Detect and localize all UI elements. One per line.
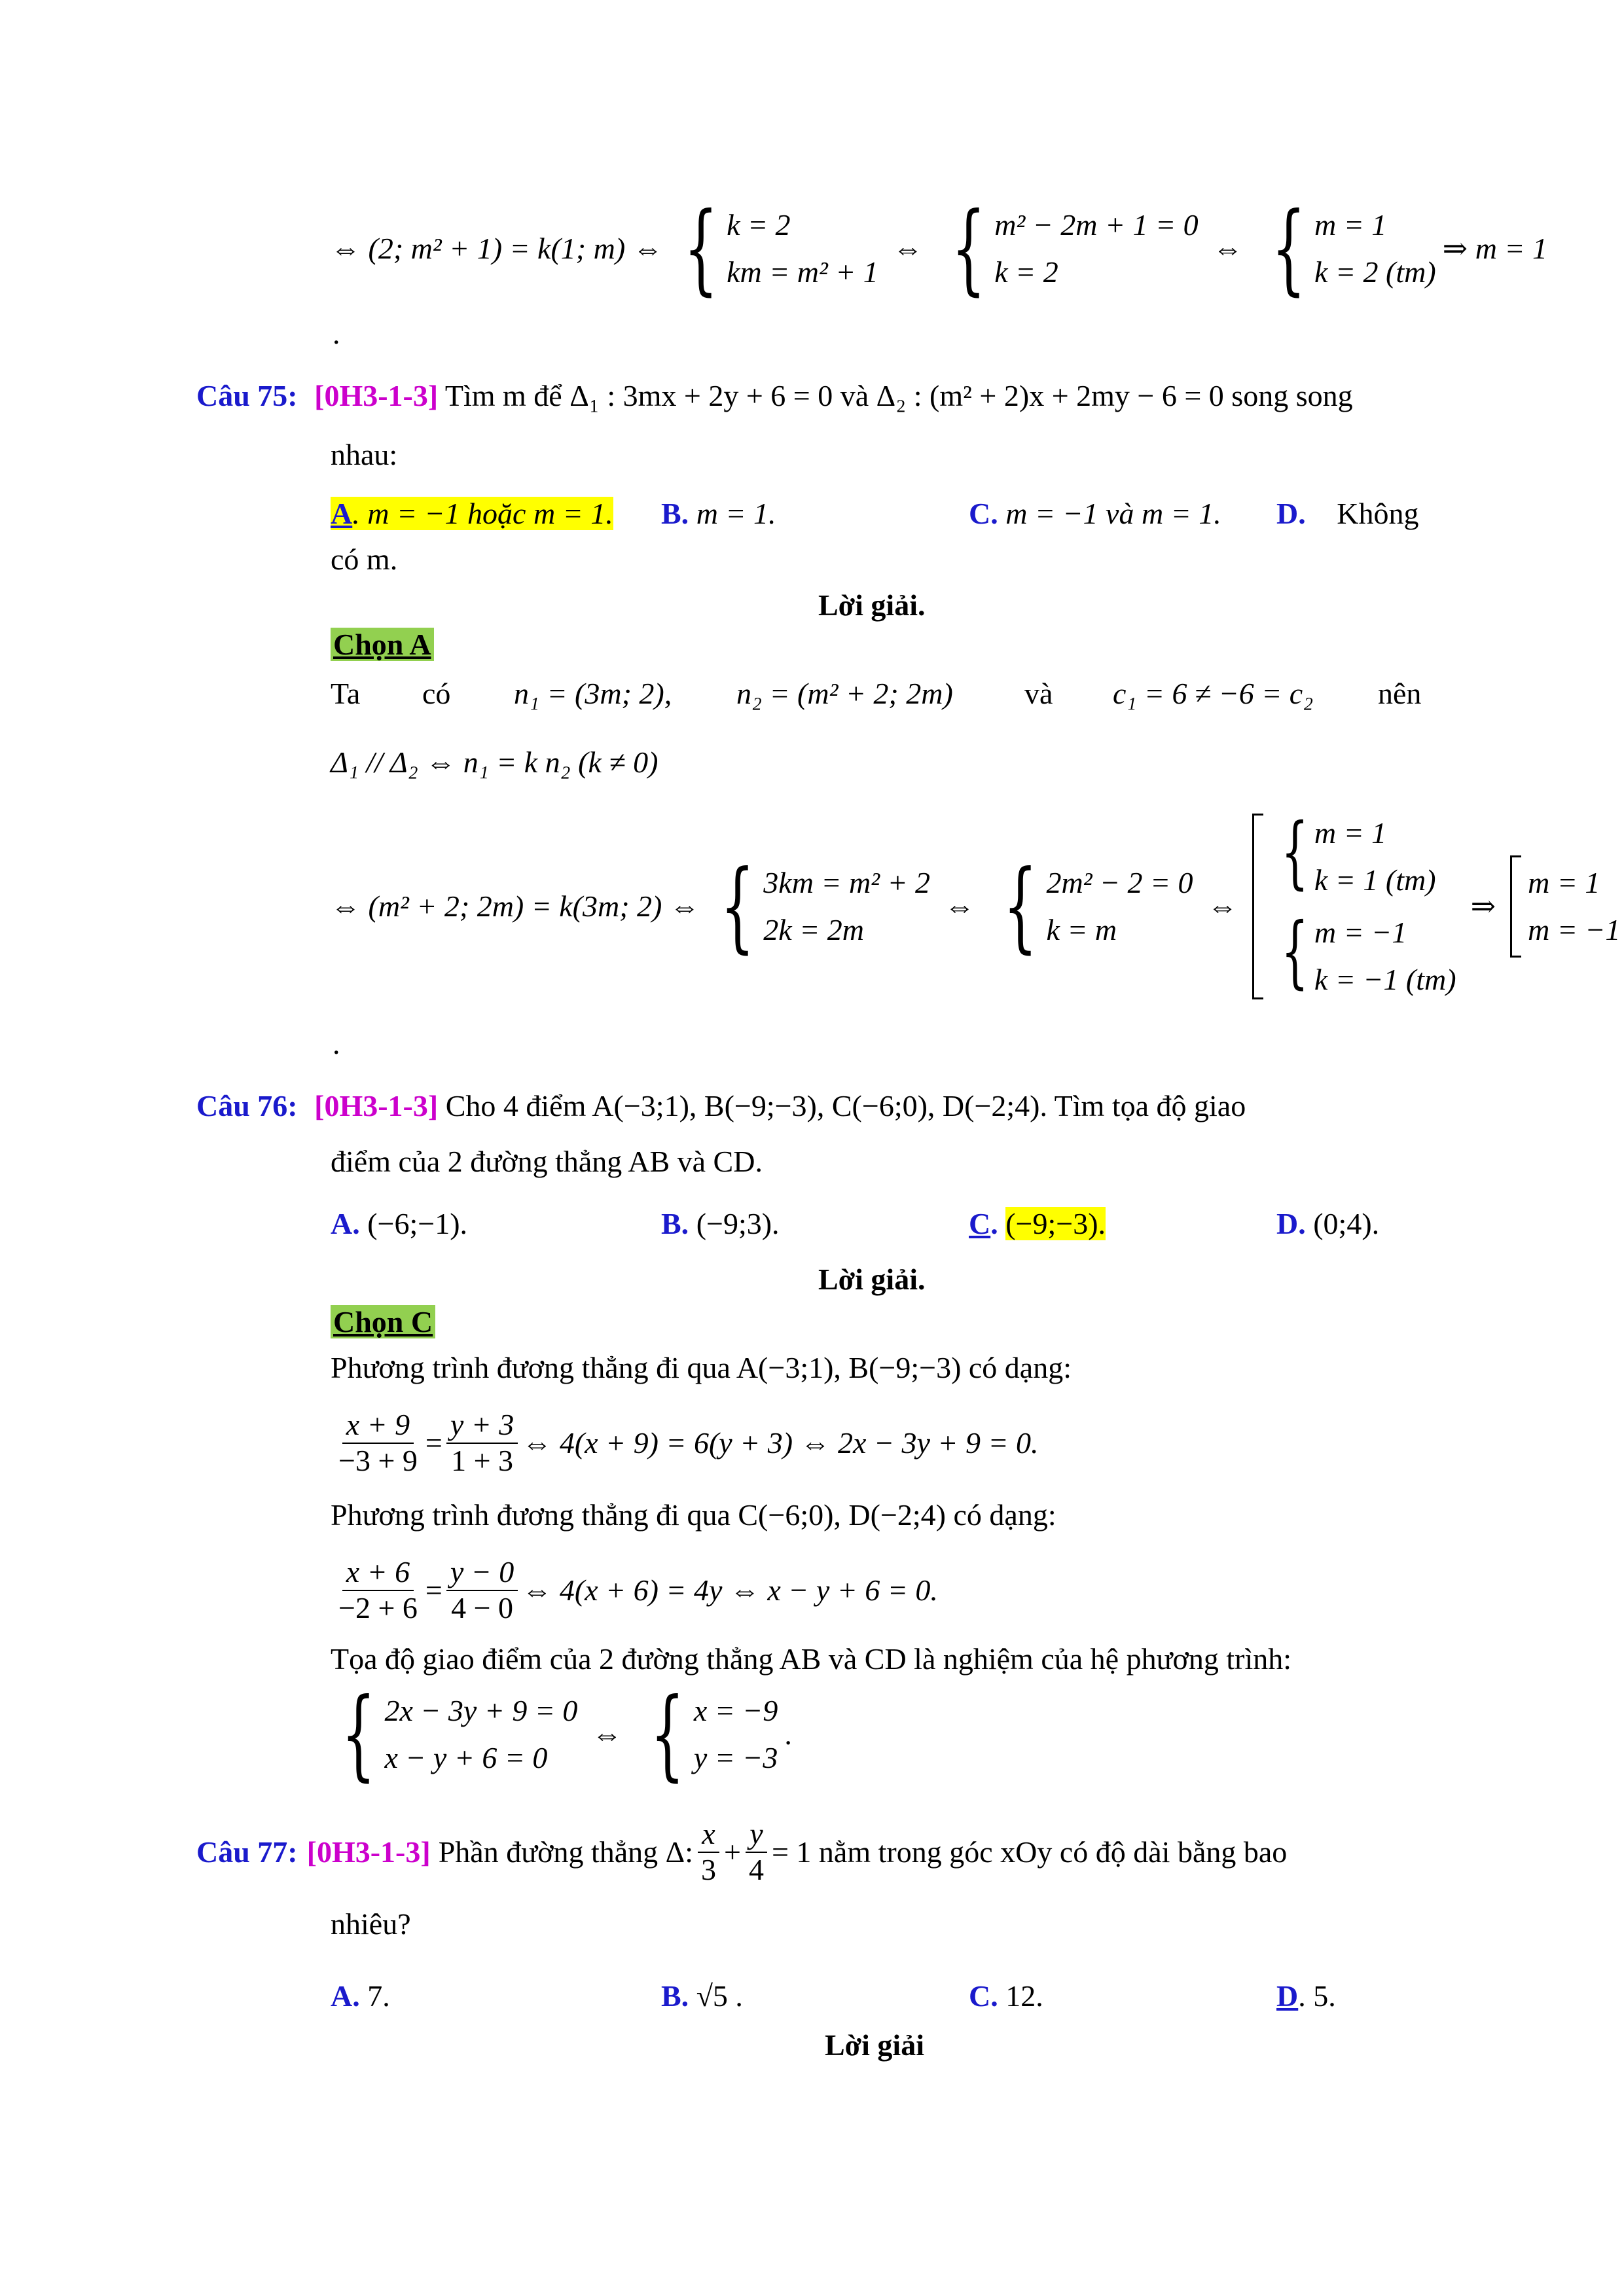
q74-lhs: ⇔ (2; m² + 1) = k(1; m) ⇔ bbox=[331, 232, 663, 266]
q76-line-2: Phương trình đương thẳng đi qua C(−6;0), D(−2;4) có dạng: bbox=[331, 1498, 1056, 1532]
q75-system-1: { 3km = m² + 2 2k = 2m bbox=[720, 850, 931, 963]
q77-label: Câu 77: bbox=[196, 1835, 298, 1869]
q77-option-d: D. 5. bbox=[1276, 1979, 1336, 2013]
q75-option-c: C. m = −1 và m = 1. bbox=[969, 497, 1221, 530]
q76-option-c: C. (−9;−3). bbox=[969, 1207, 1106, 1240]
q76-eq-2: $\frac{x + 6}{-2 + 6}$ = $\frac{y - 0}{4 - 0}$ ⇔ 4(x + 6) = 4y ⇔ x − y + 6 = 0. bbox=[338, 1555, 938, 1624]
q77-tag: [0H3-1-3] bbox=[306, 1835, 431, 1869]
q76-stem-1: Cho 4 điểm A(−3;1), B(−9;−3), C(−6;0), D(−2;4). Tìm tọa độ giao bbox=[445, 1089, 1246, 1122]
q75-cases: { m = 1 k = 1 (tm) { m = −1 k = −1 (tm) bbox=[1252, 814, 1456, 999]
q76-line-1: Phương trình đương thẳng đi qua A(−3;1), B(−9;−3) có dạng: bbox=[331, 1351, 1072, 1384]
q75-stem-1: Tìm m để Δ₁ : 3mx + 2y + 6 = 0 và Δ₂ : (m² + 2)x + 2my − 6 = 0 song song bbox=[444, 379, 1353, 412]
q77-option-c: C. 12. bbox=[969, 1979, 1043, 2013]
q76-choice: Chọn C bbox=[331, 1302, 435, 1342]
q75-label: Câu 75: bbox=[196, 379, 298, 412]
q76-stem-2: điểm của 2 đường thẳng AB và CD. bbox=[331, 1145, 763, 1178]
q75-option-d: D. Không bbox=[1276, 497, 1419, 530]
q76-eq-1: $\frac{x + 9}{-3 + 9}$ = $\frac{y + 3}{1 + 3}$ ⇔ 4(x + 9) = 6(y + 3) ⇔ 2x − 3y + 9 = 0. bbox=[338, 1408, 1039, 1477]
q75-solution-title: Lời giải. bbox=[818, 588, 926, 622]
q75-final: m = 1 m = −1 bbox=[1510, 855, 1620, 958]
q76-solution-title: Lời giải. bbox=[818, 1263, 926, 1296]
q76-tag: [0H3-1-3] bbox=[314, 1089, 439, 1122]
q75-tag: [0H3-1-3] bbox=[314, 379, 439, 412]
q75-stem-2: nhau: bbox=[331, 438, 398, 471]
q76-system: { 2x − 3y + 9 = 0 x − y + 6 = 0 ⇔ { x = −9 y = −3 . bbox=[341, 1677, 792, 1791]
q76-label: Câu 76: bbox=[196, 1089, 298, 1122]
q75-derivation: ⇔ (m² + 2; 2m) = k(3m; 2) ⇔ { 3km = m² + 2 2k = 2m ⇔ { 2m² − 2 = 0 k = m ⇔ { m = 1 k = 1 (tm) { m = −1 k = −1 (tm) ⇒ m = 1 m = −1 bbox=[331, 795, 1624, 1018]
q74-system-1: { k = 2 km = m² + 1 bbox=[683, 192, 878, 306]
q74-result: ⇒ m = 1 bbox=[1442, 232, 1547, 266]
q77-option-a: A. 7. bbox=[331, 1979, 390, 2013]
q77-stem: Câu 77: [0H3-1-3] Phần đường thẳng Δ: $\frac{x}{3}$ + $\frac{y}{4}$ = 1 nằm trong góc xOy có độ dài bằng bao bbox=[196, 1817, 1288, 1886]
q75-choice: Chọn A bbox=[331, 625, 434, 664]
q75-option-d-cont: có m. bbox=[331, 543, 398, 576]
q77-option-b: B. √5 . bbox=[661, 1979, 743, 2013]
q75-sol-line-2: Δ₁ // Δ₂ ⇔ n₁ = k n₂ (k ≠ 0) bbox=[331, 745, 659, 779]
q75-lhs: ⇔ (m² + 2; 2m) = k(3m; 2) ⇔ bbox=[331, 889, 700, 924]
q76-option-b: B. (−9;3). bbox=[661, 1207, 780, 1240]
q75-system-2: { 2m² − 2 = 0 k = m bbox=[1003, 850, 1193, 963]
q74-final-derivation: ⇔ (2; m² + 1) = k(1; m) ⇔ { k = 2 km = m² + 1 ⇔ { m² − 2m + 1 = 0 k = 2 ⇔ { m = 1 k = 2 (tm) ⇒ m = 1 bbox=[331, 192, 1547, 306]
q74-system-3: { m = 1 k = 2 (tm) bbox=[1271, 192, 1436, 306]
q76-stem bbox=[196, 1086, 1246, 1126]
q76-line-3: Tọa độ giao điểm của 2 đường thẳng AB và CD là nghiệm của hệ phương trình: bbox=[331, 1642, 1292, 1676]
q77-stem-2: nhiêu? bbox=[331, 1907, 411, 1941]
q76-option-a: A. (−6;−1). bbox=[331, 1207, 468, 1240]
q75-option-b: B. m = 1. bbox=[661, 497, 776, 530]
q75-option-a: A. m = −1 hoặc m = 1. bbox=[331, 497, 613, 530]
q75-stem bbox=[196, 376, 1353, 416]
q76-option-d: D. (0;4). bbox=[1276, 1207, 1380, 1240]
q74-end-dot: . bbox=[333, 317, 340, 350]
q74-system-2: { m² − 2m + 1 = 0 k = 2 bbox=[951, 192, 1199, 306]
q77-solution-title: Lời giải bbox=[825, 2028, 924, 2062]
q75-end-dot: . bbox=[333, 1027, 340, 1060]
